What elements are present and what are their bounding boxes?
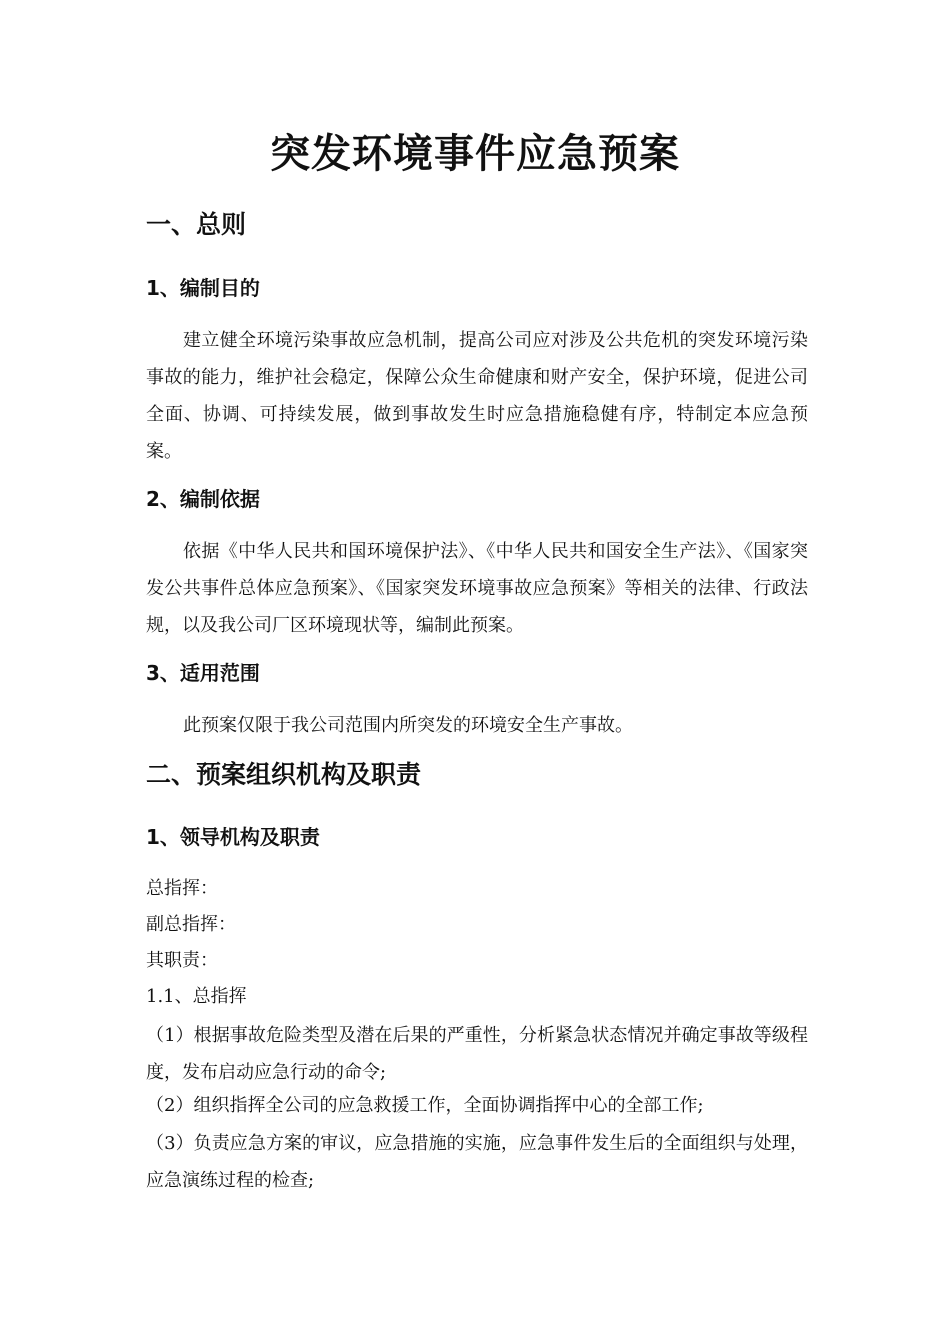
duties-line: 其职责：	[146, 950, 218, 971]
duty-item: （3）负责应急方案的审议，应急措施的实施，应急事件发生后的全面组织与处理，应急演练过程的检查;	[146, 1133, 808, 1191]
duty-item: （1）根据事故危险类型及潜在后果的严重性，分析紧急状态情况并确定事故等级程度，发布启动应急行动的命令;	[146, 1025, 808, 1083]
subsection-heading-leadership: 1、领导机构及职责	[146, 825, 320, 849]
item-heading-commander: 1.1、总指挥	[146, 986, 247, 1007]
section-heading-general: 一、总则	[146, 210, 247, 239]
subsection-heading-basis: 2、编制依据	[146, 487, 260, 511]
duty-item: （2）组织指挥全公司的应急救援工作，全面协调指挥中心的全部工作;	[146, 1095, 704, 1116]
subsection-heading-scope: 3、适用范围	[146, 661, 260, 685]
subsection-heading-purpose: 1、编制目的	[146, 276, 260, 300]
document-title: 突发环境事件应急预案	[270, 131, 680, 177]
deputy-commander-line: 副总指挥：	[146, 914, 236, 935]
paragraph-scope: 此预案仅限于我公司范围内所突发的环境安全生产事故。	[183, 715, 633, 736]
commander-line: 总指挥：	[146, 878, 218, 899]
section-heading-organization: 二、预案组织机构及职责	[146, 760, 422, 789]
paragraph-basis: 依据《中华人民共和国环境保护法》、《中华人民共和国安全生产法》、《国家突发公共事件总体应急预案》、《国家突发环境事故应急预案》等相关的法律、行政法规，以及我公司厂区环境现状等，编制此预案。	[146, 541, 808, 636]
paragraph-purpose: 建立健全环境污染事故应急机制，提高公司应对涉及公共危机的突发环境污染事故的能力，维护社会稳定，保障公众生命健康和财产安全，保护环境，促进公司全面、协调、可持续发展，做到事故发生时应急措施稳健有序，特制定本应急预案。	[146, 330, 808, 462]
